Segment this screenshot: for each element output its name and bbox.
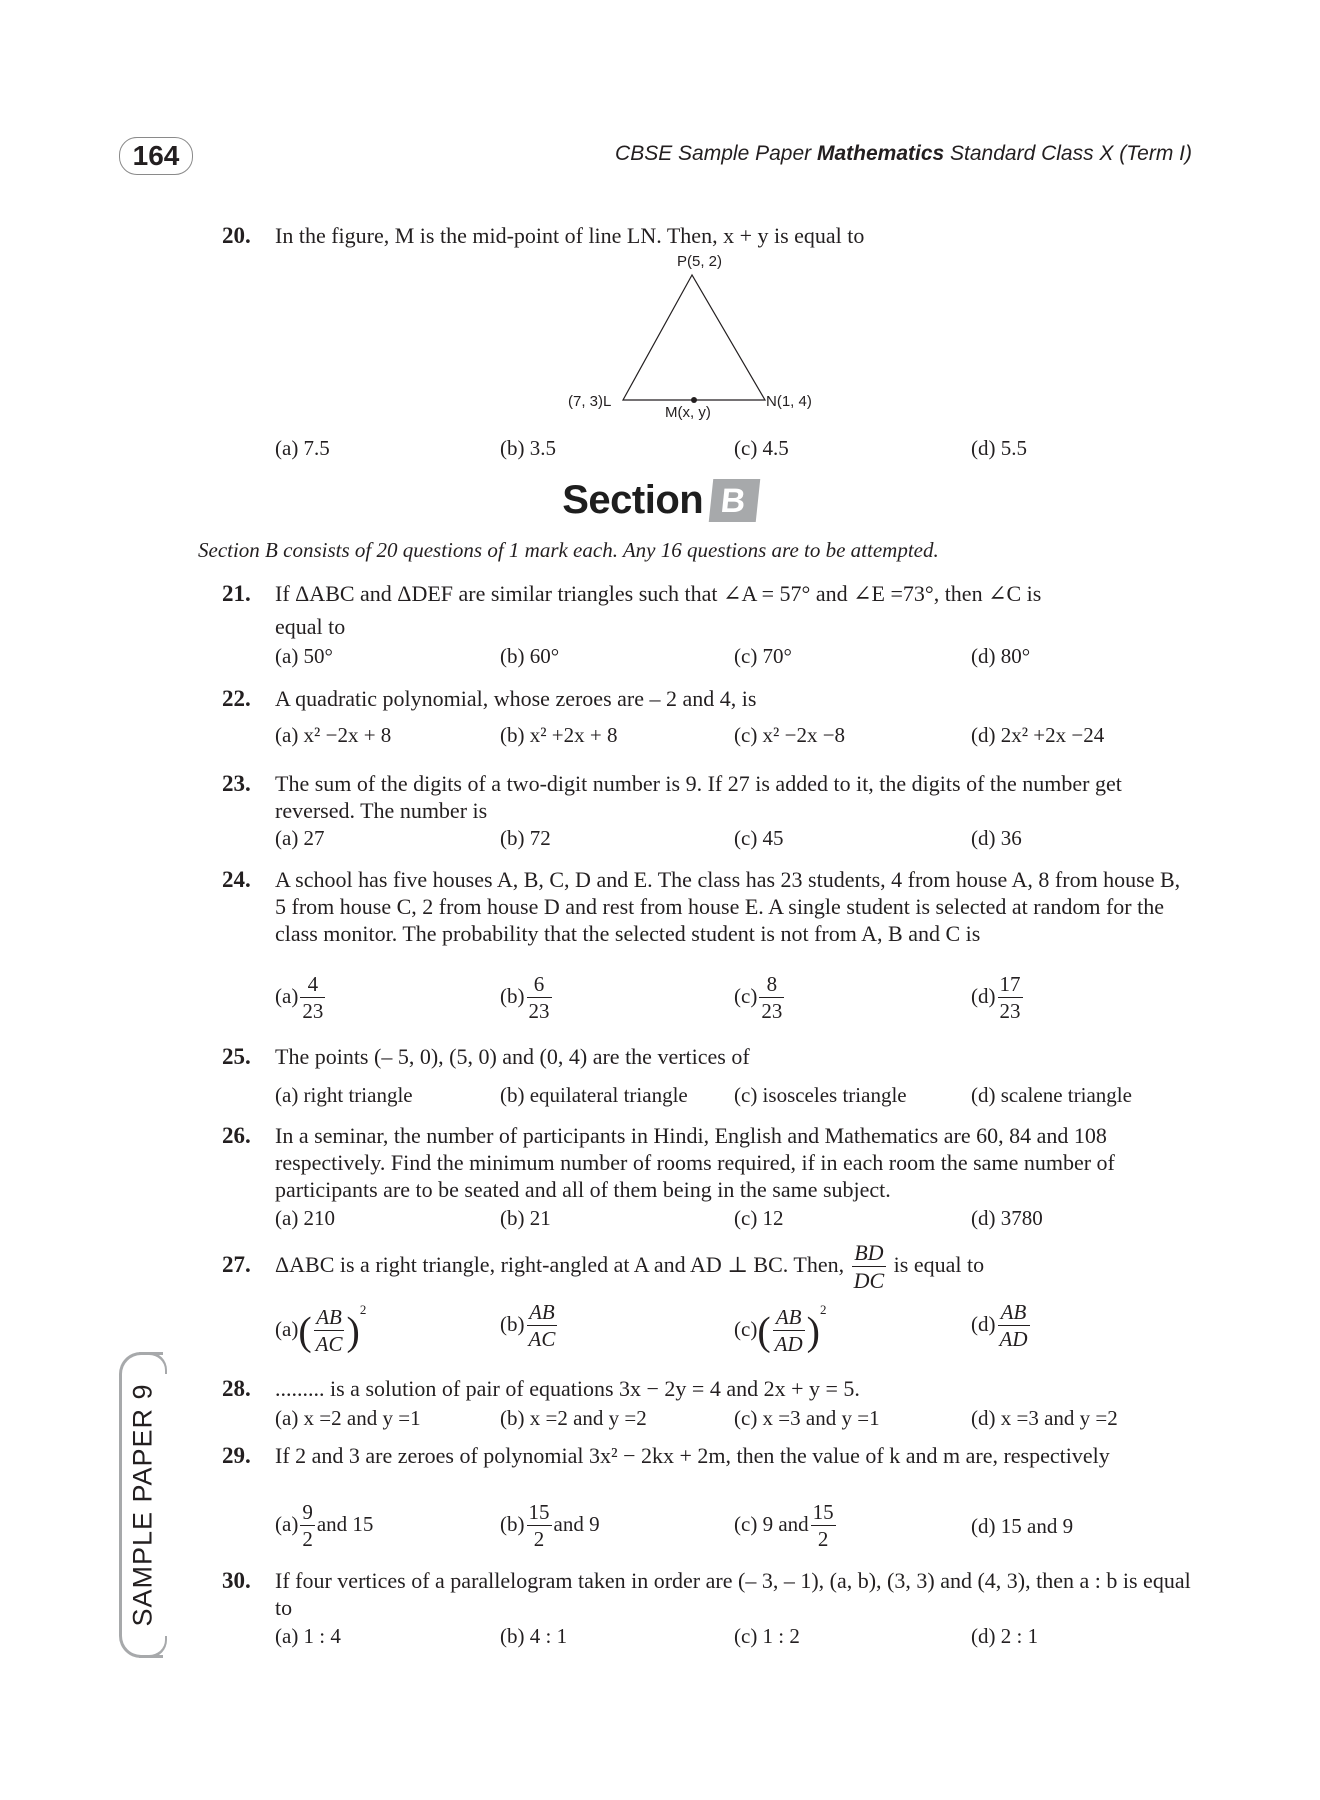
question-23 [222,770,1192,824]
vertex-p-label: P(5, 2) [677,253,723,270]
option-c[interactable] [734,974,786,1022]
question-number: 22. [222,686,251,711]
exponent: 2 [819,1302,827,1317]
midpoint-m-dot [691,397,697,403]
midpoint-m-label: M(x, y) [665,404,711,421]
numerator: BD [852,1242,887,1267]
question-29 [222,1442,1192,1469]
question-22 [222,685,1192,712]
option-label: (b) [500,1511,525,1536]
right-paren: ) [806,1308,820,1354]
question-text: In a seminar, the number of participants in Hindi, English and Mathematics are 60, 84 and 108 respectively. Find the minimum number of rooms required, if in each room the same number of participants are to be seated and all of them being in the same subject. [275,1123,1115,1202]
option-c[interactable]: (c) 4.5 [734,436,789,460]
fraction [300,974,325,1022]
option-label: (a) [275,983,299,1008]
options-27 [275,1302,1195,1358]
option-label: (c) [734,983,758,1008]
option-d[interactable]: (d) 3780 [971,1206,1043,1230]
question-number: 23. [222,771,251,796]
vertex-l-label: (7, 3)L [568,393,612,410]
numerator: 17 [999,972,1021,996]
option-b[interactable]: (b) 72 [500,826,551,850]
sample-paper-side-tab [119,1352,167,1658]
option-b[interactable]: (b) x =2 and y =2 [500,1406,647,1430]
question-text: ......... is a solution of pair of equations 3x − 2y = 4 and 2x + y = 5. [275,1376,860,1401]
option-b[interactable]: (b) 3.5 [500,436,556,460]
option-label: (d) [971,1514,996,1538]
question-26 [222,1122,1192,1203]
option-d[interactable]: (d) 5.5 [971,436,1027,460]
denominator: AC [315,1332,343,1357]
denominator: 2 [533,1527,545,1551]
option-label: (d) [971,983,996,1008]
denominator: 23 [761,999,783,1023]
options-24 [275,974,1195,1026]
numerator: AB [773,1307,805,1331]
option-c[interactable] [734,1502,838,1550]
option-c[interactable]: (c) 12 [734,1206,784,1230]
fraction [759,974,784,1022]
section-word: Section [562,478,704,522]
option-c[interactable] [734,1302,826,1355]
numerator: 15 [812,1500,834,1524]
denominator: AD [999,1327,1028,1351]
fraction-bd-dc [852,1239,887,1293]
option-b[interactable] [500,974,554,1022]
options-20 [275,436,1195,466]
fraction [998,1302,1030,1350]
running-head-subject: Mathematics [816,142,945,165]
numerator: 6 [527,974,552,998]
fraction [300,1502,315,1550]
option-a[interactable]: (a) 210 [275,1206,336,1230]
fraction [998,974,1023,1022]
option-b[interactable]: (b) 60° [500,644,560,668]
question-text-cont: equal to [275,614,346,639]
option-label: (a) [275,1317,299,1341]
options-26 [275,1206,1195,1236]
option-d[interactable] [971,1302,1032,1350]
option-d[interactable]: (d) x =3 and y =2 [971,1406,1118,1430]
option-c[interactable]: (c) 70° [734,644,792,668]
option-b[interactable]: (b) x² +2x + 8 [500,723,618,747]
numerator: 9 [302,1500,313,1524]
side-tab-label: SAMPLE PAPER 9 [127,1383,158,1627]
option-a[interactable]: (a) right triangle [275,1083,413,1107]
option-label: (c) [734,1317,758,1341]
fraction [811,1502,836,1550]
options-23 [275,826,1195,856]
option-a[interactable]: (a) x =2 and y =1 [275,1406,421,1430]
section-letter-badge: B [709,479,760,522]
running-head-prefix: CBSE Sample Paper [615,142,817,165]
option-label: (a) [275,1511,299,1536]
option-a[interactable] [275,1502,373,1550]
question-number: 21. [222,581,251,606]
question-text: The sum of the digits of a two-digit number is 9. If 27 is added to it, the digits of the number get reversed. The number is [275,771,1122,823]
question-number: 25. [222,1044,251,1069]
question-30 [222,1567,1192,1621]
triangle-outline [623,275,765,400]
vertex-n-label: N(1, 4) [766,393,812,410]
left-paren: ( [757,1308,771,1354]
options-21 [275,644,1195,674]
question-text-after: is equal to [893,1252,985,1277]
question-text: If 2 and 3 are zeroes of polynomial 3x² − 2kx + 2m, then the value of k and m are, respectively [275,1443,1110,1468]
option-d[interactable]: (d) scalene triangle [971,1083,1132,1107]
denominator: 2 [302,1527,313,1551]
option-suffix: and 9 [553,1511,600,1536]
running-head [615,142,1192,166]
option-d[interactable]: (d) 80° [971,644,1031,668]
section-instructions: Section B consists of 20 questions of 1 mark each. Any 16 questions are to be attempted. [198,538,939,562]
question-28 [222,1375,1192,1402]
option-b[interactable]: (b) 21 [500,1206,551,1230]
denominator: 2 [817,1527,829,1551]
question-24 [222,866,1192,947]
page-number: 164 [119,137,193,175]
option-d[interactable] [971,1514,1073,1539]
option-label: (b) [500,983,525,1008]
question-number: 20. [222,223,251,248]
option-label: (d) [971,1311,996,1336]
question-number: 29. [222,1443,251,1468]
denominator: 23 [302,999,324,1023]
option-c[interactable]: (c) 45 [734,826,784,850]
numerator: AB [527,1302,558,1326]
question-number: 28. [222,1376,251,1401]
question-text [275,1240,1192,1292]
question-number: 27. [222,1252,251,1277]
denominator: AC [528,1327,556,1351]
option-d[interactable] [971,974,1025,1022]
question-text: If four vertices of a parallelogram taken in order are (– 3, – 1), (a, b), (3, 3) and (4, 3), then a : b is equal to [275,1568,1191,1620]
fraction [773,1307,805,1355]
option-label: (c) [734,1511,758,1536]
option-d[interactable]: (d) 2x² +2x −24 [971,723,1105,747]
denominator: 23 [999,999,1021,1023]
option-a[interactable] [275,1302,366,1355]
question-text: A school has five houses A, B, C, D and E. The class has 23 students, 4 from house A, 8 from house B, 5 from house C, 2 from house D and rest from house E. A single student is selected at random for the class monitor. The probability that the selected student is not from A, B and C is [275,867,1181,946]
question-text: A quadratic polynomial, whose zeroes are – 2 and 4, is [275,686,757,711]
options-25 [275,1083,1195,1113]
option-a[interactable] [275,974,327,1022]
denominator: 23 [528,999,550,1023]
question-number: 24. [222,867,251,892]
exponent: 2 [359,1302,367,1317]
option-c[interactable]: (c) isosceles triangle [734,1083,907,1107]
question-number: 30. [222,1568,251,1593]
option-b[interactable]: (b) 4 : 1 [500,1624,568,1648]
right-paren: ) [346,1308,360,1354]
fraction [314,1307,345,1355]
option-b[interactable]: (b) equilateral triangle [500,1083,688,1107]
option-d[interactable]: (d) 36 [971,826,1022,850]
denominator: DC [853,1267,885,1293]
fraction [527,974,552,1022]
option-d[interactable]: (d) 2 : 1 [971,1624,1039,1648]
question-number: 26. [222,1123,251,1148]
question-21 [222,580,1192,640]
option-prefix: 9 and [762,1511,809,1536]
options-30 [275,1624,1195,1654]
option-label: (b) [500,1311,525,1336]
question-text: In the figure, M is the mid-point of line LN. Then, x + y is equal to [275,223,865,248]
option-a[interactable]: (a) 27 [275,826,325,850]
question-27 [222,1240,1192,1292]
denominator: AD [774,1332,803,1357]
question-text-before: ΔABC is a right triangle, right-angled at A and AD ⊥ BC. Then, [275,1252,845,1277]
question-20 [222,222,1192,249]
option-c[interactable]: (c) x =3 and y =1 [734,1406,880,1430]
numerator: AB [998,1302,1030,1326]
options-29 [275,1502,1195,1556]
option-text: 15 and 9 [1000,1514,1074,1538]
running-head-suffix: Standard Class X (Term I) [944,142,1192,165]
option-b[interactable] [500,1502,600,1550]
option-a[interactable]: (a) 50° [275,644,333,668]
numerator: 8 [759,974,784,998]
fraction [527,1302,558,1350]
fraction [527,1502,552,1550]
numerator: 15 [528,1500,550,1524]
options-28 [275,1406,1195,1436]
option-b[interactable] [500,1302,559,1350]
option-c[interactable]: (c) x² −2x −8 [734,723,846,747]
option-a[interactable]: (a) 7.5 [275,436,330,460]
section-heading [0,478,1320,523]
option-a[interactable]: (a) x² −2x + 8 [275,723,392,747]
question-25 [222,1043,1192,1070]
question-text: If ΔABC and ΔDEF are similar triangles such that ∠A = 57° and ∠E =73°, then ∠C is [275,581,1042,606]
numerator: 4 [300,974,325,998]
option-suffix: and 15 [316,1511,374,1536]
options-22 [275,723,1195,753]
question-text: The points (– 5, 0), (5, 0) and (0, 4) are the vertices of [275,1044,750,1069]
option-a[interactable]: (a) 1 : 4 [275,1624,341,1648]
option-c[interactable]: (c) 1 : 2 [734,1624,800,1648]
left-paren: ( [298,1308,312,1354]
numerator: AB [314,1307,345,1331]
